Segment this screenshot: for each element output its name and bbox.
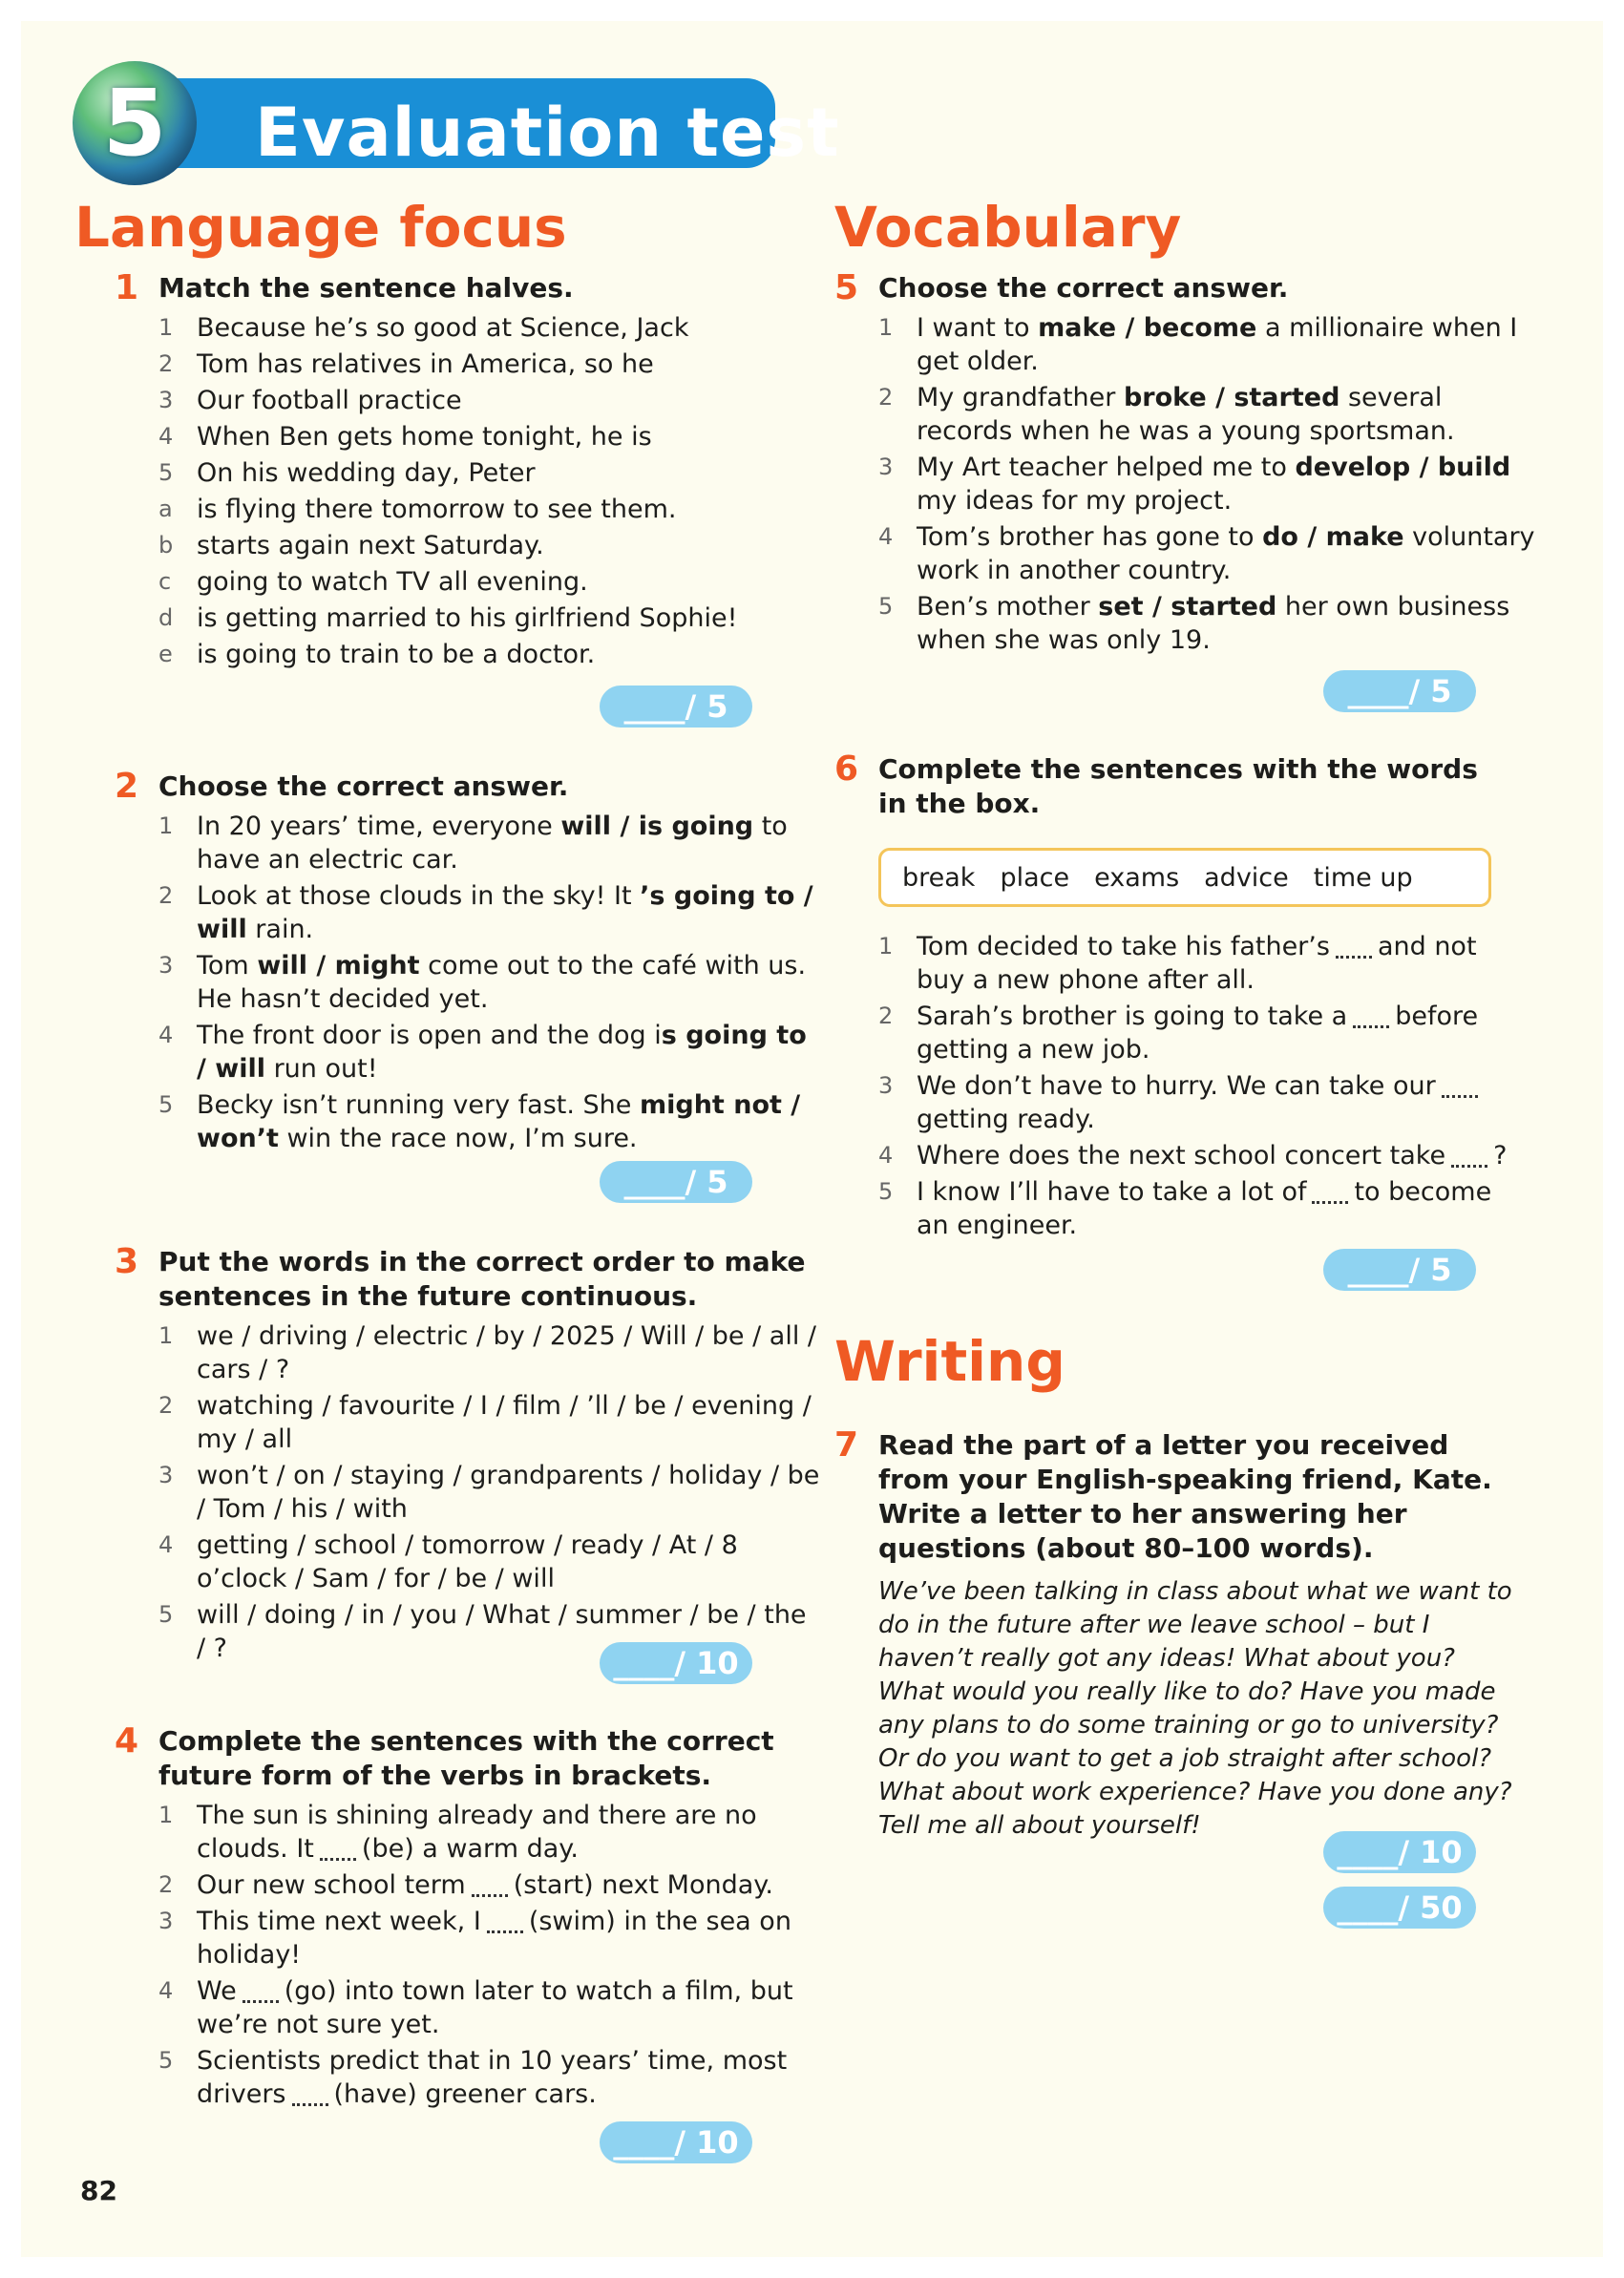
answer-choice[interactable]: develop / build: [1295, 453, 1511, 482]
exercise-number: 1: [115, 268, 139, 307]
item-text: Tom’s brother has gone to do / make voluntary work in another country.: [917, 522, 1535, 585]
list-item: [158, 1459, 821, 1526]
score-badge-ex1[interactable]: ____/ 5: [600, 686, 752, 728]
item-text: is going to train to be a doctor.: [197, 640, 596, 669]
exercise-6-items: [834, 930, 1522, 1245]
item-label: 4: [158, 1977, 174, 2004]
list-item: [878, 520, 1541, 587]
item-label: 3: [158, 1908, 174, 1934]
item-text: My grandfather broke / started several records when he was a young sportsman.: [917, 383, 1455, 446]
item-label: 1: [878, 933, 894, 960]
item-label: 4: [158, 1022, 174, 1048]
item-label: 2: [878, 384, 894, 411]
item-label: 2: [158, 1392, 174, 1419]
item-label: 2: [158, 350, 174, 377]
score-badge-ex2[interactable]: ____/ 5: [600, 1161, 752, 1203]
item-text: Where does the next school concert take ?: [917, 1141, 1508, 1171]
item-text: going to watch TV all evening.: [197, 567, 588, 597]
exercise-6: [834, 749, 1503, 821]
list-item: [878, 590, 1541, 657]
list-item: [158, 420, 821, 453]
list-item: [158, 1319, 821, 1386]
item-label: 1: [158, 1802, 174, 1828]
word-box-item[interactable]: advice: [1204, 862, 1289, 893]
answer-choice[interactable]: will / might: [257, 951, 420, 981]
item-text: getting / school / tomorrow / ready / At / 8 o’clock / Sam / for / be / will: [197, 1530, 738, 1593]
worksheet-page: [21, 21, 1603, 2257]
exercise-5: [834, 268, 1541, 660]
item-label: b: [158, 532, 174, 559]
exercise-instruction: Complete the sentences with the correct future form of the verbs in brackets.: [158, 1725, 774, 1791]
list-item: [158, 565, 821, 599]
list-item: [158, 384, 821, 417]
total-score-badge[interactable]: ____/ 50: [1323, 1887, 1476, 1929]
answer-choice[interactable]: make / become: [1038, 313, 1257, 343]
item-text: Becky isn’t running very fast. She might not / won’t win the race now, I’m sure.: [197, 1090, 801, 1153]
item-label: 2: [878, 1002, 894, 1029]
list-item: [158, 1868, 821, 1902]
item-text: On his wedding day, Peter: [197, 458, 536, 488]
list-item: [878, 1000, 1522, 1066]
answer-choice[interactable]: s going to / will: [197, 1021, 807, 1084]
list-item: [158, 601, 821, 635]
blank-field[interactable]: [292, 2084, 328, 2106]
exercise-number: 6: [834, 749, 859, 789]
unit-number: 5: [102, 70, 167, 177]
item-text: watching / favourite / I / film / ’ll / be / evening / my / all: [197, 1391, 812, 1454]
item-label: 5: [158, 1601, 174, 1628]
list-item: [158, 529, 821, 562]
list-item: [878, 451, 1541, 517]
list-item: [158, 1905, 821, 1972]
list-item: [158, 348, 821, 381]
score-badge-ex7[interactable]: ____/ 10: [1323, 1831, 1476, 1873]
item-label: 3: [158, 1462, 174, 1488]
item-label: 4: [878, 1142, 894, 1169]
word-box-item[interactable]: exams: [1094, 862, 1180, 893]
item-text: We don’t have to hurry. We can take ourgetting ready.: [917, 1069, 1522, 1136]
list-item: [878, 381, 1541, 448]
score-badge-ex4[interactable]: ____/ 10: [600, 2121, 752, 2163]
page-title: Evaluation test: [255, 94, 840, 172]
item-text: Ben’s mother set / started her own business when she was only 19.: [917, 592, 1510, 655]
exercise-7: [834, 1425, 1522, 1843]
item-text: I want to make / become a millionaire when I get older.: [917, 313, 1518, 376]
section-title-language-focus: Language focus: [74, 195, 567, 260]
blank-field[interactable]: [1336, 937, 1372, 959]
answer-choice[interactable]: ’s going to / will: [197, 881, 813, 944]
exercise-number: 2: [115, 767, 139, 806]
item-text: My Art teacher helped me to develop / build my ideas for my project.: [917, 453, 1511, 516]
item-label: 4: [878, 523, 894, 550]
blank-field[interactable]: [487, 1911, 523, 1933]
list-item: [158, 1529, 821, 1595]
exercise-instruction: Complete the sentences with the words in the box.: [878, 753, 1478, 819]
item-text: Sarah’s brother is going to take a before getting a new job.: [917, 1002, 1479, 1065]
item-text: won’t / on / staying / grandparents / holiday / be / Tom / his / with: [197, 1461, 820, 1524]
blank-field[interactable]: [320, 1839, 356, 1861]
list-item: [158, 949, 821, 1016]
item-text: Scientists predict that in 10 years’ time, most drivers (have) greener cars.: [197, 2046, 788, 2109]
item-label: 1: [158, 1322, 174, 1349]
exercise-number: 5: [834, 268, 859, 307]
list-item: [158, 2044, 821, 2111]
item-label: 3: [878, 1072, 894, 1099]
list-item: [158, 493, 821, 526]
exercise-instruction: Read the part of a letter you received from your English-speaking friend, Kate. Write a letter to her answering her questions (about 80–100 words).: [878, 1429, 1492, 1564]
item-text: we / driving / electric / by / 2025 / Will / be / all / cars / ?: [197, 1321, 817, 1384]
item-label: 5: [878, 1178, 894, 1205]
answer-choice[interactable]: broke / started: [1123, 383, 1340, 412]
item-label: 2: [158, 882, 174, 909]
list-item: [878, 1139, 1522, 1172]
item-label: 2: [158, 1871, 174, 1898]
item-text: The front door is open and the dog is going to / will run out!: [197, 1021, 807, 1084]
item-label: 1: [158, 812, 174, 839]
item-label: a: [158, 496, 173, 522]
item-text: We (go) into town later to watch a film, but we’re not sure yet.: [197, 1976, 793, 2039]
exercise-2: [115, 767, 821, 1158]
item-label: 5: [158, 459, 174, 486]
item-text: This time next week, I (swim) in the sea on holiday!: [197, 1907, 791, 1970]
item-label: 5: [878, 593, 894, 620]
answer-choice[interactable]: will / is going: [560, 812, 754, 841]
exercise-3: [115, 1242, 821, 1668]
list-item: [158, 456, 821, 490]
item-text: I know I’ll have to take a lot of to become an engineer.: [917, 1177, 1492, 1240]
word-box-item[interactable]: break: [902, 862, 976, 893]
item-text: The sun is shining already and there are no clouds. It (be) a warm day.: [197, 1801, 757, 1864]
list-item: [158, 1389, 821, 1456]
item-label: 4: [158, 1531, 174, 1558]
score-badge-ex3[interactable]: ____/ 10: [600, 1642, 752, 1684]
exercise-instruction: Put the words in the correct order to make sentences in the future continuous.: [158, 1246, 806, 1312]
exercise-4: [115, 1721, 821, 2114]
blank-field[interactable]: [472, 1875, 508, 1897]
item-label: 1: [878, 314, 894, 341]
blank-field[interactable]: [1312, 1182, 1348, 1204]
exercise-number: 4: [115, 1721, 139, 1761]
section-title-vocabulary: Vocabulary: [834, 195, 1182, 260]
letter-text: We’ve been talking in class about what we want to do in the future after we leave school – but I haven’t really got any ideas! What about you? What would you really like to do? Have you made any plans to do some training or go to university? Or do you want to get a job straight after school? What about work experience? Have you done any? Tell me all about yourself!: [878, 1577, 1512, 1840]
blank-field[interactable]: [1451, 1146, 1487, 1168]
blank-field[interactable]: [1353, 1006, 1389, 1028]
item-label: 4: [158, 423, 174, 450]
list-item: [158, 1019, 821, 1086]
exercise-number: 3: [115, 1242, 139, 1281]
page-number: 82: [80, 2175, 117, 2206]
score-badge-ex6[interactable]: ____/ 5: [1323, 1249, 1476, 1291]
item-label: 1: [158, 314, 174, 341]
item-text: Tom decided to take his father’s and not buy a new phone after all.: [917, 932, 1477, 995]
item-text: is flying there tomorrow to see them.: [197, 495, 677, 524]
answer-choice[interactable]: do / make: [1262, 522, 1404, 552]
item-text: Look at those clouds in the sky! It ’s going to / will rain.: [197, 881, 813, 944]
item-text: will / doing / in / you / What / summer / be / the / ?: [197, 1600, 807, 1663]
score-badge-ex5[interactable]: ____/ 5: [1323, 670, 1476, 712]
exercise-instruction: Choose the correct answer.: [158, 770, 569, 802]
item-text: Our football practice: [197, 386, 462, 415]
item-text: Tom has relatives in America, so he: [197, 349, 654, 379]
list-item: [878, 1175, 1522, 1242]
list-item: [158, 1799, 821, 1866]
item-text: starts again next Saturday.: [197, 531, 544, 560]
list-item: [158, 1088, 821, 1155]
list-item: [158, 311, 821, 345]
list-item: [158, 1974, 821, 2041]
list-item: [158, 810, 821, 876]
answer-choice[interactable]: set / started: [1098, 592, 1277, 622]
item-text: Tom will / might come out to the café with us. He hasn’t decided yet.: [197, 951, 807, 1014]
list-item: [878, 311, 1541, 378]
item-label: 3: [158, 952, 174, 979]
item-text: Our new school term (start) next Monday.: [197, 1870, 773, 1900]
item-text: Because he’s so good at Science, Jack: [197, 313, 689, 343]
item-text: In 20 years’ time, everyone will / is going to have an electric car.: [197, 812, 788, 875]
list-item: [878, 930, 1522, 997]
item-label: 3: [878, 453, 894, 480]
blank-field[interactable]: [243, 1981, 279, 2003]
section-title-writing: Writing: [834, 1329, 1065, 1394]
answer-choice[interactable]: might not / won’t: [197, 1090, 801, 1153]
exercise-instruction: Match the sentence halves.: [158, 272, 574, 304]
exercise-instruction: Choose the correct answer.: [878, 272, 1289, 304]
exercise-number: 7: [834, 1425, 859, 1465]
item-label: c: [158, 568, 172, 595]
item-label: 5: [158, 2047, 174, 2074]
item-label: 5: [158, 1091, 174, 1118]
item-text: is getting married to his girlfriend Sophie!: [197, 603, 738, 633]
word-box-item[interactable]: place: [1000, 862, 1070, 893]
word-box: [878, 848, 1491, 907]
item-label: 3: [158, 387, 174, 413]
item-label: e: [158, 641, 173, 667]
item-label: d: [158, 604, 174, 631]
item-text: When Ben gets home tonight, he is: [197, 422, 652, 452]
blank-field[interactable]: [1442, 1076, 1478, 1098]
exercise-1: [115, 268, 821, 674]
list-item: [158, 638, 821, 671]
word-box-item[interactable]: time up: [1313, 862, 1413, 893]
list-item: [878, 1069, 1522, 1136]
list-item: [158, 879, 821, 946]
